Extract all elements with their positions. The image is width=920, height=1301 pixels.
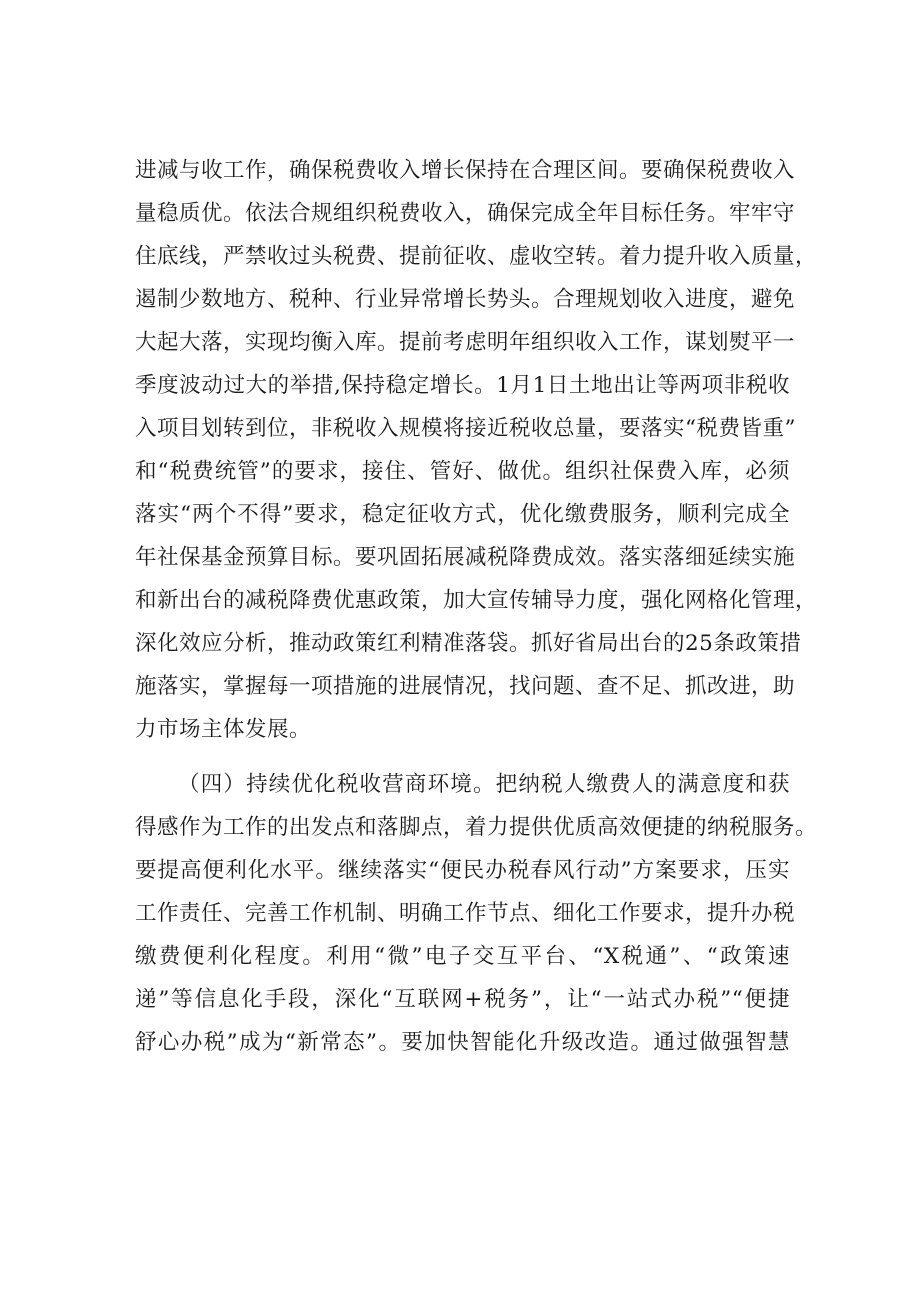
- text-line: 得感作为工作的出发点和落脚点，着力提供优质高效便捷的纳税服务。: [135, 815, 818, 840]
- section-heading-line: （四）持续优化税收营商环境。把纳税人缴费人的满意度和获: [178, 772, 790, 797]
- text-line: 量稳质优。依法合规组织税费收入，确保完成全年目标任务。牢牢守: [135, 201, 796, 226]
- text-line: 和新出台的减税降费优惠政策，加大宣传辅导力度，强化网格化管理，: [135, 588, 818, 613]
- text-line: 深化效应分析，推动政策红利精准落袋。抓好省局出台的25条政策措: [135, 631, 802, 656]
- text-line: 力市场主体发展。: [135, 717, 312, 742]
- text-line: 季度波动过大的举措,保持稳定增长。1月1日土地出让等两项非税收: [135, 373, 790, 398]
- text-line: 入项目划转到位，非税收入规模将接近税收总量，要落实“税费皆重”: [135, 416, 796, 441]
- text-line: 遏制少数地方、税种、行业异常增长势头。合理规划收入进度，避免: [135, 287, 796, 312]
- text-line: 要提高便利化水平。继续落实“便民办税春风行动”方案要求，压实: [135, 858, 790, 883]
- text-line: 舒心办税”成为“新常态”。要加快智能化升级改造。通过做强智慧: [135, 1030, 790, 1055]
- text-line: 施落实，掌握每一项措施的进展情况，找问题、查不足、抓改进，助: [135, 674, 796, 699]
- text-line: 和“税费统管”的要求，接住、管好、做优。组织社保费入库，必须: [135, 459, 790, 484]
- text-line: 年社保基金预算目标。要巩固拓展减税降费成效。落实落细延续实施: [135, 545, 796, 570]
- text-line: 大起大落，实现均衡入库。提前考虑明年组织收入工作，谋划熨平一: [135, 330, 796, 355]
- text-line: 递”等信息化手段，深化“互联网+税务”，让“一站式办税”“便捷: [135, 987, 790, 1012]
- text-line: 住底线，严禁收过头税费、提前征收、虚收空转。着力提升收入质量，: [135, 244, 818, 269]
- text-line: 进减与收工作，确保税费收入增长保持在合理区间。要确保税费收入: [135, 158, 796, 183]
- text-line: 缴费便利化程度。利用“微”电子交互平台、“X税通”、“政策速: [135, 944, 790, 969]
- text-line: 工作责任、完善工作机制、明确工作节点、细化工作要求，提升办税: [135, 901, 796, 926]
- text-line: 落实“两个不得”要求，稳定征收方式，优化缴费服务，顺利完成全: [135, 502, 790, 527]
